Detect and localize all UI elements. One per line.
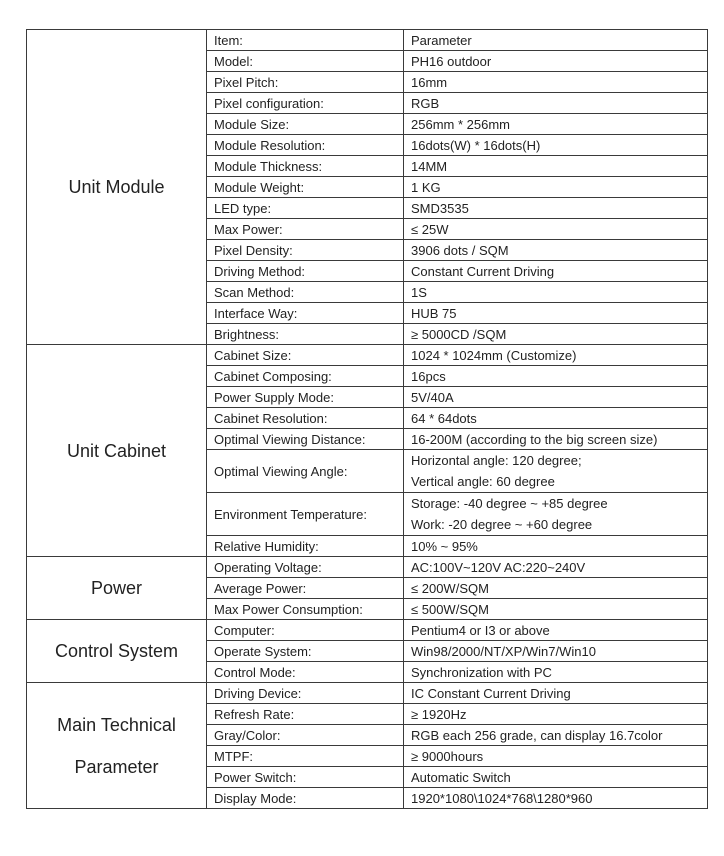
- item-value-line: 5V/40A: [411, 389, 454, 405]
- item-label: Gray/Color:: [207, 725, 404, 746]
- item-label: Control Mode:: [207, 662, 404, 683]
- item-value: [404, 282, 708, 303]
- item-value: [404, 387, 708, 408]
- item-value-line: Horizontal angle: 120 degree;: [411, 453, 582, 468]
- section-title-unit-module: [27, 30, 207, 345]
- item-value: [404, 156, 708, 177]
- item-label: Power Switch:: [207, 767, 404, 788]
- section-title-line: Control System: [54, 641, 179, 661]
- item-label: Operate System:: [207, 641, 404, 662]
- item-value: [404, 177, 708, 198]
- item-value: [404, 30, 708, 51]
- item-value: [404, 219, 708, 240]
- section-title-line: Unit Cabinet: [66, 440, 167, 461]
- spec-table-body: [27, 30, 708, 809]
- item-value: [404, 536, 708, 557]
- item-label: Driving Method:: [207, 261, 404, 282]
- section-title-power: [27, 557, 207, 620]
- item-value-line: SMD3535: [411, 200, 469, 216]
- item-value: [404, 767, 708, 788]
- item-value: [404, 620, 708, 641]
- table-row: [27, 620, 708, 641]
- item-value: [404, 557, 708, 578]
- table-row: [27, 30, 708, 51]
- item-value-line: Constant Current Driving: [411, 263, 555, 279]
- item-label: Relative Humidity:: [207, 536, 404, 557]
- item-label: Computer:: [207, 620, 404, 641]
- item-value-line: 16mm: [411, 74, 448, 90]
- item-value: [404, 93, 708, 114]
- section-title-line: Main Technical: [57, 714, 176, 735]
- item-value: [404, 135, 708, 156]
- item-value-line: Synchronization with PC: [411, 664, 552, 680]
- item-value: [404, 662, 708, 683]
- table-row: [27, 345, 708, 366]
- item-label: Brightness:: [207, 324, 404, 345]
- item-value: [404, 429, 708, 450]
- item-value: [404, 725, 708, 746]
- item-value: [404, 641, 708, 662]
- item-label: Module Weight:: [207, 177, 404, 198]
- item-value-line: 256mm * 256mm: [411, 116, 510, 132]
- section-title-line: Unit Module: [68, 177, 165, 197]
- item-label: Pixel Density:: [207, 240, 404, 261]
- item-value: [404, 240, 708, 261]
- item-label: Cabinet Resolution:: [207, 408, 404, 429]
- item-label: Interface Way:: [207, 303, 404, 324]
- item-value-line: ≥ 5000CD /SQM: [411, 326, 507, 342]
- item-value-line: 1 KG: [411, 179, 441, 195]
- item-value-line: Automatic Switch: [411, 769, 511, 785]
- section-title-control-system: [27, 620, 207, 683]
- item-value: [404, 345, 708, 366]
- item-value: [404, 788, 708, 809]
- item-label: Module Size:: [207, 114, 404, 135]
- item-value: [404, 408, 708, 429]
- item-value-line: 14MM: [411, 158, 448, 174]
- item-value-line: RGB each 256 grade, can display 16.7color: [411, 727, 663, 743]
- item-value-line: 16-200M (according to the big screen size): [411, 431, 658, 447]
- item-label: Module Resolution:: [207, 135, 404, 156]
- item-label: Optimal Viewing Distance:: [207, 429, 404, 450]
- item-value-line: Parameter: [411, 32, 472, 48]
- item-value-line: 16pcs: [411, 368, 446, 384]
- section-title-line: Parameter: [74, 756, 159, 777]
- item-value-line: 1920*1080\1024*768\1280*960: [411, 790, 593, 806]
- item-value-line: Win98/2000/NT/XP/Win7/Win10: [411, 643, 596, 659]
- item-value: [404, 51, 708, 72]
- item-label: Scan Method:: [207, 282, 404, 303]
- item-label: Cabinet Composing:: [207, 366, 404, 387]
- item-label: Pixel Pitch:: [207, 72, 404, 93]
- item-label: Power Supply Mode:: [207, 387, 404, 408]
- item-label: Optimal Viewing Angle:: [207, 450, 404, 493]
- item-value-line: AC:100V~120V AC:220~240V: [411, 559, 586, 575]
- item-label: Pixel configuration:: [207, 93, 404, 114]
- item-value-line: HUB 75: [411, 305, 457, 321]
- item-value-line: ≥ 1920Hz: [411, 706, 467, 722]
- item-value-line: IC Constant Current Driving: [411, 685, 571, 701]
- item-value: [404, 704, 708, 725]
- item-label: Environment Temperature:: [207, 493, 404, 536]
- item-value: [404, 114, 708, 135]
- item-value-line: ≥ 9000hours: [411, 748, 484, 764]
- item-label: MTPF:: [207, 746, 404, 767]
- item-value-line: ≤ 500W/SQM: [411, 601, 489, 617]
- item-value-line: Pentium4 or I3 or above: [411, 622, 550, 638]
- item-value-line: 1S: [411, 284, 427, 300]
- item-label: Display Mode:: [207, 788, 404, 809]
- item-label: Driving Device:: [207, 683, 404, 704]
- item-value: [404, 72, 708, 93]
- item-value-line: Vertical angle: 60 degree: [411, 474, 555, 489]
- item-value-line: Work: -20 degree ~ +60 degree: [411, 517, 593, 532]
- item-value: [404, 746, 708, 767]
- section-title-line: Power: [90, 578, 143, 598]
- item-value: [404, 303, 708, 324]
- item-label: Item:: [207, 30, 404, 51]
- spec-table: [26, 29, 708, 809]
- item-value-line: RGB: [411, 95, 440, 111]
- item-value-line: Storage: -40 degree ~ +85 degree: [411, 496, 608, 511]
- item-value-line: 3906 dots / SQM: [411, 242, 509, 258]
- item-value: [404, 261, 708, 282]
- item-value-line: PH16 outdoor: [411, 53, 492, 69]
- item-value: [404, 599, 708, 620]
- item-value: [404, 450, 708, 493]
- table-row: [27, 557, 708, 578]
- item-value-line: 1024 * 1024mm (Customize): [411, 347, 577, 363]
- item-value: [404, 493, 708, 536]
- item-label: Max Power Consumption:: [207, 599, 404, 620]
- item-value: [404, 683, 708, 704]
- item-label: Cabinet Size:: [207, 345, 404, 366]
- item-value: [404, 198, 708, 219]
- item-value-line: 16dots(W) * 16dots(H): [411, 137, 541, 153]
- item-value: [404, 578, 708, 599]
- section-title-unit-cabinet: [27, 345, 207, 557]
- item-value-line: 10% ~ 95%: [411, 538, 478, 554]
- item-label: Module Thickness:: [207, 156, 404, 177]
- item-label: LED type:: [207, 198, 404, 219]
- table-row: [27, 683, 708, 704]
- item-value-line: ≤ 200W/SQM: [411, 580, 489, 596]
- item-label: Average Power:: [207, 578, 404, 599]
- item-value: [404, 324, 708, 345]
- item-value: [404, 366, 708, 387]
- item-label: Operating Voltage:: [207, 557, 404, 578]
- section-title-main-technical-parameter: [27, 683, 207, 809]
- item-label: Refresh Rate:: [207, 704, 404, 725]
- item-value-line: 64 * 64dots: [411, 410, 477, 426]
- item-label: Max Power:: [207, 219, 404, 240]
- item-label: Model:: [207, 51, 404, 72]
- item-value-line: ≤ 25W: [411, 221, 449, 237]
